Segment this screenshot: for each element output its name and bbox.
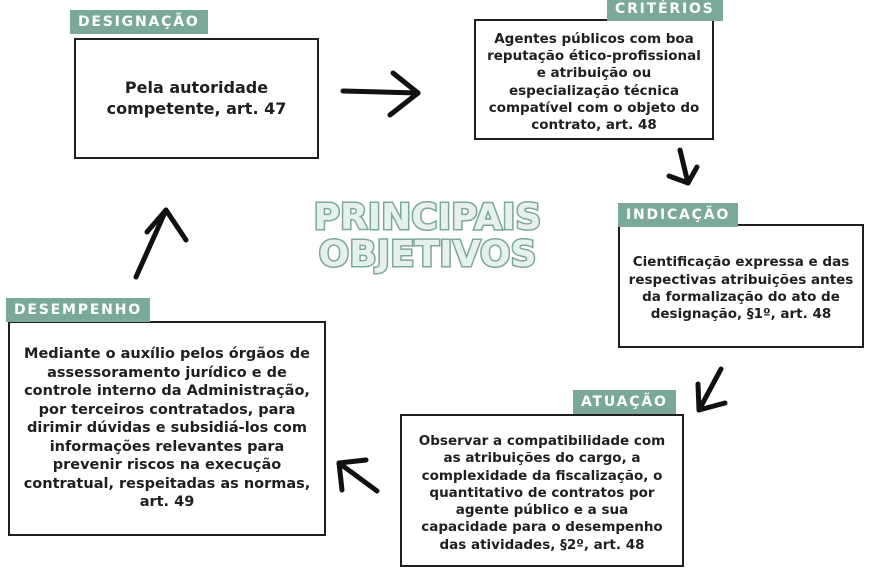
indicacao-box [618,224,864,348]
designacao-text: Pela autoridade competente, art. 47 [106,78,287,118]
arrow-indicacao-to-atuacao [698,369,725,410]
atuacao-label: ATUAÇÃO [573,390,676,414]
atuacao-box [400,414,684,567]
atuacao-text: Observar a compatibilidade com as atribuições do cargo, a complexidade da fiscalização, o quantitativo de contratos por agente público e a sua capacidade para o desempenho das atividades, §2º, art. 48 [418,433,666,553]
criterios-box [474,19,714,140]
desempenho-label: DESEMPENHO [6,298,150,322]
center-title [280,197,575,275]
arrow-criterios-to-indicacao [669,150,697,183]
arrow-atuacao-to-desempenho [339,460,377,491]
arrow-desempenho-to-designacao [136,210,186,277]
designacao-box [74,38,319,159]
criterios-label: CRITÉRIOS [607,0,723,21]
designacao-label: DESIGNAÇÃO [70,10,208,34]
center-title-line2: OBJETIVOS [318,233,537,275]
desempenho-box [8,321,326,536]
indicacao-text: Cientificação expressa e das respectivas atribuições antes da formalização do ato de designação, §1º, art. 48 [628,254,854,323]
arrow-designacao-to-criterios [343,73,418,115]
indicacao-label: INDICAÇÃO [618,203,738,227]
desempenho-text: Mediante o auxílio pelos órgãos de assessoramento jurídico e de controle interno da Administração, por terceiros contratados, para dirimir dúvidas e subsidiá-los com informações relevantes para prevenir riscos na execução contratual, respeitadas as normas, art. 49 [23,346,311,511]
center-title-line1: PRINCIPAIS [313,197,542,238]
criterios-text: Agentes públicos com boa reputação ético-profissional e atribuição ou especialização técnica compatível com o objeto do contrato, art. 48 [487,30,701,134]
